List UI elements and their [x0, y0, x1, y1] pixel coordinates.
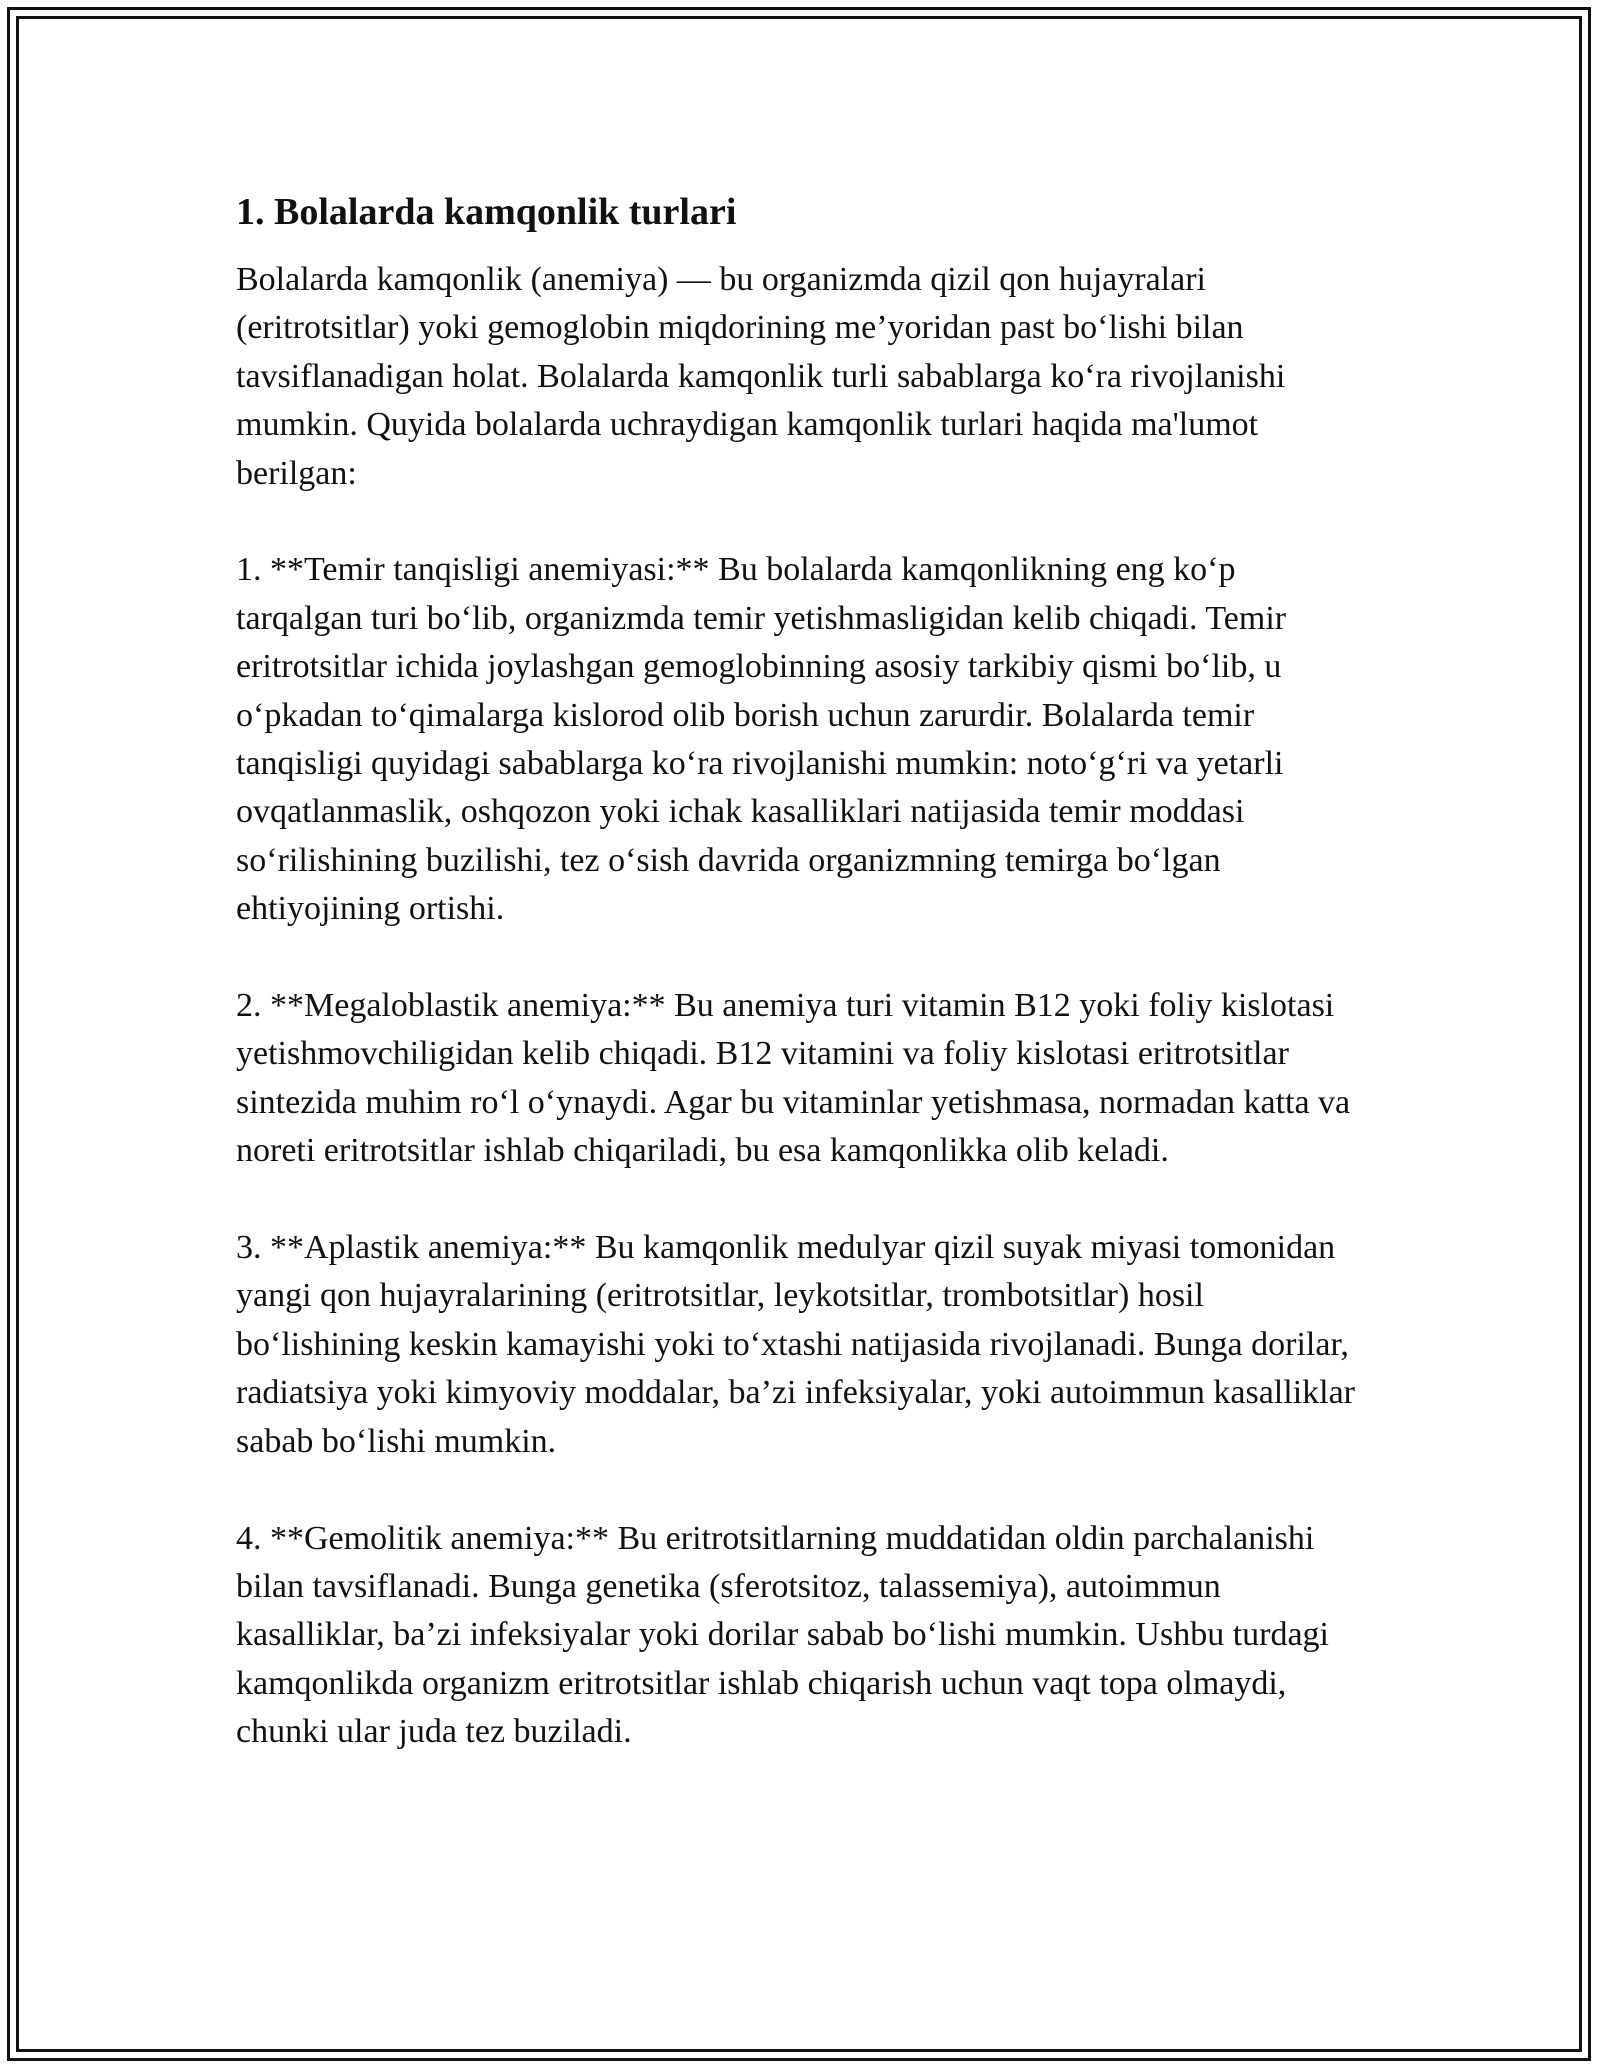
list-item-iron-deficiency: 1. **Temir tanqisligi anemiyasi:** Bu bolalarda kamqonlikning eng ko‘p tarqalgan turi bo‘lib, organizmda temir yetishmasligidan kelib chiqadi. Temir eritrotsitlar ichida joylashgan gemoglobinning asosiy tarkibiy qismi bo‘lib, u o‘pkadan to‘qimalarga kislorod olib borish uchun zarurdir. Bolalarda temir tanqisligi quyidagi sabablarga ko‘ra rivojlanishi mumkin: noto‘g‘ri va yetarli ovqatlanmaslik, oshqozon yoki ichak kasalliklari natijasida temir moddasi so‘rilishining buzilishi, tez o‘sish davrida organizmning temirga bo‘lgan ehtiyojining ortishi. — [236, 551, 1287, 928]
intro-paragraph: Bolalarda kamqonlik (anemiya) — bu organizmda qizil qon hujayralari (eritrotsitlar) yoki gemoglobin miqdorining me’yoridan past bo‘lishi bilan tavsiflanadigan holat. Bolalarda kamqonlik turli sabablarga ko‘ra rivojlanishi mumkin. Quyida bolalarda uchraydigan kamqonlik turlari haqida ma'lumot berilgan: — [236, 261, 1286, 492]
section-heading: 1. Bolalarda kamqonlik turlari — [236, 191, 737, 233]
document-body — [236, 186, 1366, 1757]
list-item-hemolytic: 4. **Gemolitik anemiya:** Bu eritrotsitlarning muddatidan oldin parchalanishi bilan tavsiflanadi. Bunga genetika (sferotsitoz, talassemiya), autoimmun kasalliklar, ba’zi infeksiyalar yoki dorilar sabab bo‘lishi mumkin. Ushbu turdagi kamqonlikda organizm eritrotsitlar ishlab chiqarish uchun vaqt topa olmaydi, chunki ular juda tez buziladi. — [236, 1519, 1329, 1751]
list-item-aplastic: 3. **Aplastik anemiya:** Bu kamqonlik medulyar qizil suyak miyasi tomonidan yangi qon hujayralarining (eritrotsitlar, leykotsitlar, trombotsitlar) hosil bo‘lishining keskin kamayishi yoki to‘xtashi natijasida rivojlanadi. Bunga dorilar, radiatsiya yoki kimyoviy moddalar, ba’zi infeksiyalar, yoki autoimmun kasalliklar sabab bo‘lishi mumkin. — [236, 1229, 1355, 1460]
list-item-megaloblastic: 2. **Megaloblastik anemiya:** Bu anemiya turi vitamin B12 yoki foliy kislotasi yetishmovchiligidan kelib chiqadi. B12 vitamini va foliy kislotasi eritrotsitlar sintezida muhim ro‘l o‘ynaydi. Agar bu vitaminlar yetishmasa, normadan katta va noreti eritrotsitlar ishlab chiqariladi, bu esa kamqonlikka olib keladi. — [236, 987, 1351, 1170]
